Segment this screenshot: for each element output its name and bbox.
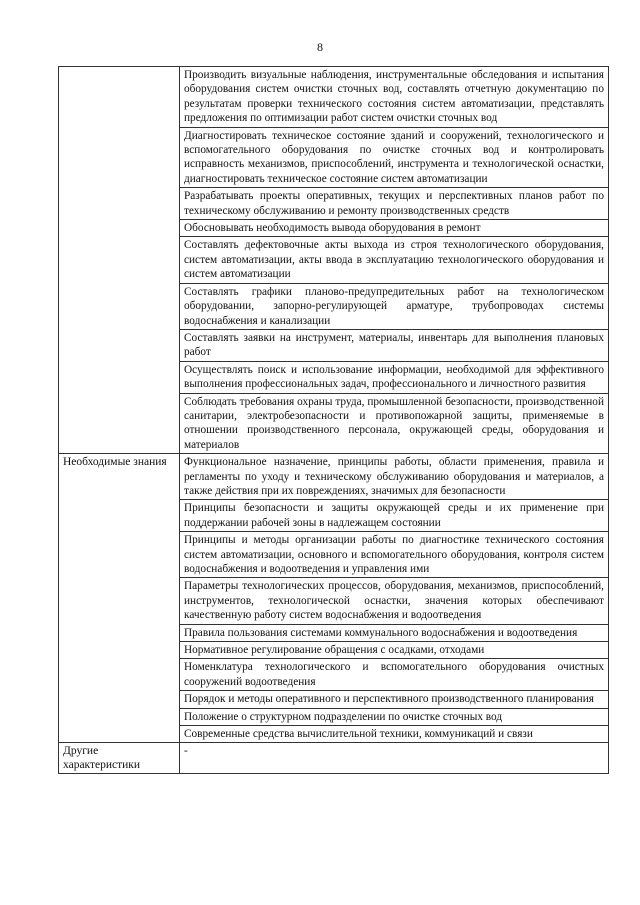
row-label: Необходимые знания: [59, 454, 180, 743]
row-content: [180, 743, 609, 774]
list-item: Диагностировать техническое состояние зданий и сооружений, технологического и вспомогательного оборудования по очистке сточных вод и контролировать исправность механизмов, приспособлений, инструмента и технологической оснастки, диагностировать техническое состояние систем автоматизации: [180, 128, 608, 189]
list-item: Составлять дефектовочные акты выхода из строя технологического оборудования, систем автоматизации, акты ввода в эксплуатацию технологического оборудования и систем автоматизации: [180, 237, 608, 283]
list-item: Параметры технологических процессов, оборудования, механизмов, приспособлений, инструментов, технологической оснастки, значения которых обеспечивают качественную работу систем водоснабжения и водоотведения: [180, 578, 608, 624]
list-item: Функциональное назначение, принципы работы, области применения, правила и регламенты по уходу и техническому обслуживанию оборудования и материалов, а также действия при их повреждениях, значимых для безопасности: [180, 454, 608, 500]
list-item: Разрабатывать проекты оперативных, текущих и перспективных планов работ по техническому обслуживанию и ремонту производственных средств: [180, 188, 608, 220]
list-item: Нормативное регулирование обращения с осадками, отходами: [180, 642, 608, 659]
list-item: Правила пользования системами коммунального водоснабжения и водоотведения: [180, 625, 608, 642]
list-item: Осуществлять поиск и использование информации, необходимой для эффективного выполнения профессиональных задач, профессионального и личностного развития: [180, 362, 608, 394]
list-item: -: [184, 745, 188, 758]
list-item: Обосновывать необходимость вывода оборудования в ремонт: [180, 220, 608, 237]
list-item: Составлять графики планово-предупредительных работ на технологическом оборудовании, запорно-регулирующей арматуре, трубопроводах системы водоснабжения и канализации: [180, 284, 608, 330]
list-item: Производить визуальные наблюдения, инструментальные обследования и испытания оборудования систем очистки сточных вод, составлять отчетную документацию по результатам проверки технического состояния систем автоматизации, представлять предложения по оптимизации работ систем очистки сточных вод: [180, 67, 608, 128]
page-number: 8: [317, 40, 323, 54]
table-row: [59, 454, 609, 743]
row-content: [180, 67, 609, 454]
row-label: [59, 67, 180, 454]
row-content: [180, 454, 609, 743]
list-item: Принципы и методы организации работы по диагностике технического состояния систем автоматизации, основного и вспомогательного оборудования, контроля систем водоснабжения и водоотведения и управления ими: [180, 532, 608, 578]
table-row: [59, 743, 609, 774]
list-item: Современные средства вычислительной техники, коммуникаций и связи: [184, 728, 533, 741]
table-row: [59, 67, 609, 454]
list-item: Соблюдать требования охраны труда, промышленной безопасности, производственной санитарии, электробезопасности и противопожарной защиты, применяемые в отношении производственного персонала, окружающей среды, оборудования и материалов: [184, 395, 604, 451]
list-item: Номенклатура технологического и вспомогательного оборудования очистных сооружений водоотведения: [180, 659, 608, 691]
list-item: Порядок и методы оперативного и перспективного производственного планирования: [180, 691, 608, 708]
list-item: Принципы безопасности и защиты окружающей среды и их применение при поддержании рабочей зоны в надлежащем состоянии: [180, 500, 608, 532]
requirements-table: [58, 66, 609, 774]
row-label: Другие характеристики: [59, 743, 180, 774]
list-item: Положение о структурном подразделении по очистке сточных вод: [180, 709, 608, 726]
list-item: Составлять заявки на инструмент, материалы, инвентарь для выполнения плановых работ: [180, 330, 608, 362]
